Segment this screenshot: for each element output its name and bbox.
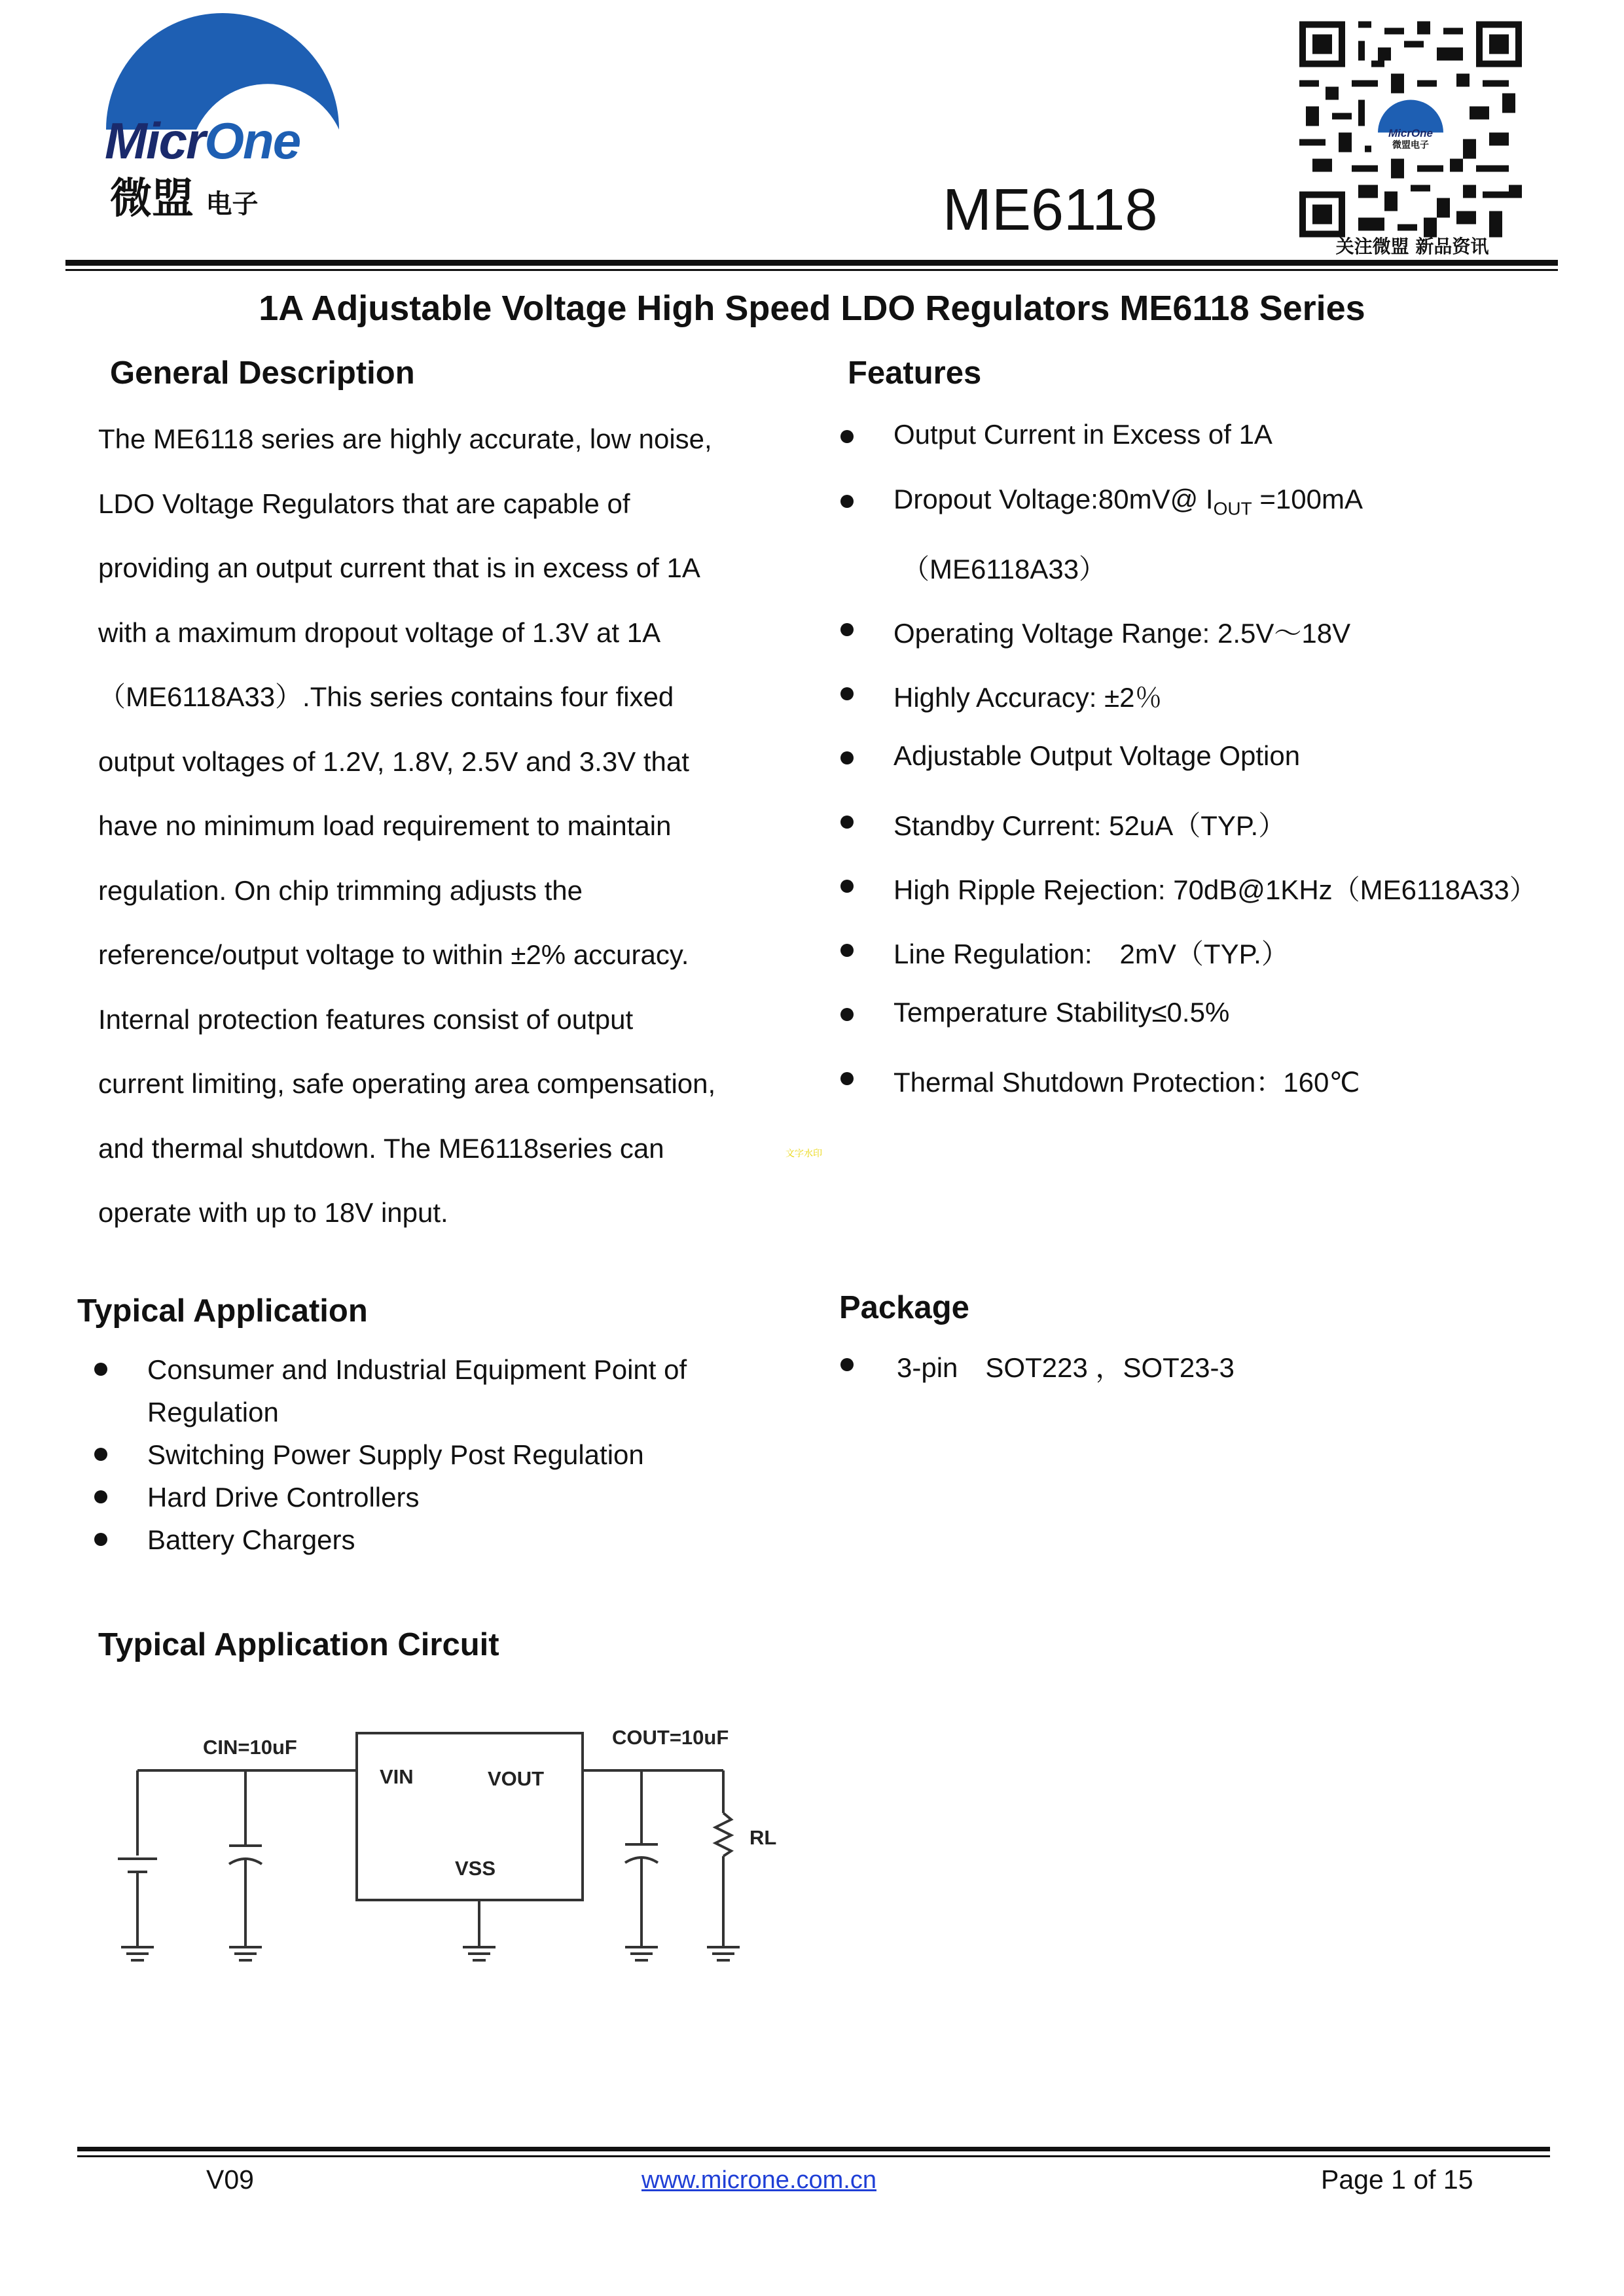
document-title: 1A Adjustable Voltage High Speed LDO Regulators ME6118 Series — [259, 289, 1365, 328]
logo-cn-big: 微盟 — [110, 175, 194, 223]
application-item: Consumer and Industrial Equipment Point of — [147, 1354, 687, 1385]
cin-label: CIN=10uF — [203, 1736, 297, 1759]
vin-pin-label: VIN — [380, 1765, 414, 1788]
application-item-continuation: Regulation — [147, 1397, 279, 1427]
bullet-icon — [94, 1448, 107, 1461]
qr-center-cn: 微盟电子 — [1392, 140, 1429, 151]
qr-caption: 关注微盟 新品资讯 — [1335, 236, 1489, 257]
description-line: current limiting, safe operating area compensation, — [98, 1068, 716, 1099]
feature-item: Highly Accuracy: ±2％ — [893, 682, 1163, 713]
logo-cn-small: 电子 — [206, 189, 259, 219]
description-line: with a maximum dropout voltage of 1.3V at 1A — [98, 617, 661, 648]
header-rule-thin — [65, 269, 1558, 271]
description-line: and thermal shutdown. The ME6118series can — [98, 1132, 664, 1164]
bullet-icon — [840, 1072, 854, 1085]
bullet-icon — [94, 1533, 107, 1546]
footer-page-number: Page 1 of 15 — [1321, 2164, 1473, 2195]
general-description-heading: General Description — [110, 355, 415, 391]
footer-version: V09 — [206, 2164, 254, 2195]
description-line: LDO Voltage Regulators that are capable of — [98, 488, 630, 519]
features-list — [831, 407, 1584, 1098]
footer-rule-thick — [77, 2147, 1550, 2151]
feature-item: Thermal Shutdown Protection：160℃ — [893, 1067, 1360, 1098]
application-item: Hard Drive Controllers — [147, 1482, 420, 1513]
application-circuit-diagram — [98, 1715, 818, 1990]
logo-chinese — [110, 165, 258, 225]
watermark-text: 文字水印 — [785, 1148, 822, 1158]
rl-label: RL — [749, 1826, 777, 1849]
logo-text — [105, 111, 300, 171]
feature-item-dropout — [893, 484, 1363, 519]
qr-center-label — [1375, 128, 1447, 151]
bullet-icon — [840, 430, 854, 443]
description-line: reference/output voltage to within ±2% accuracy. — [98, 939, 689, 970]
bullet-icon — [840, 1008, 854, 1021]
logo-word-b: One — [204, 112, 300, 170]
qr-center-word: MicrOne — [1388, 127, 1434, 139]
description-line: output voltages of 1.2V, 1.8V, 2.5V and 3.3V that — [98, 745, 689, 777]
feature-item-continuation: （ME6118A33） — [902, 554, 1107, 584]
feature-item: Operating Voltage Range: 2.5V～18V — [893, 618, 1351, 649]
cout-label: COUT=10uF — [612, 1726, 729, 1749]
circuit-heading: Typical Application Circuit — [98, 1627, 499, 1662]
feature-item: Temperature Stability≤0.5% — [893, 997, 1230, 1028]
description-line: operate with up to 18V input. — [98, 1197, 448, 1228]
description-line: （ME6118A33）.This series contains four fixed — [98, 681, 674, 712]
features-heading: Features — [848, 355, 982, 391]
header-rule-thick — [65, 260, 1558, 266]
feature-subscript: OUT — [1213, 498, 1252, 519]
bullet-icon — [840, 1358, 854, 1371]
description-line: The ME6118 series are highly accurate, low noise, — [98, 423, 712, 454]
vout-pin-label: VOUT — [488, 1767, 545, 1790]
feature-text: Dropout Voltage:80mV@ I — [893, 484, 1214, 514]
package-item: 3-pin SOT223 ，SOT23-3 — [897, 1352, 1235, 1383]
footer-website-link[interactable]: www.microne.com.cn — [641, 2166, 876, 2194]
bullet-icon — [840, 687, 854, 700]
feature-text-tail: =100mA — [1252, 484, 1363, 514]
package-heading: Package — [839, 1290, 969, 1325]
bullet-icon — [94, 1363, 107, 1376]
description-line: providing an output current that is in excess of 1A — [98, 552, 700, 583]
description-line: Internal protection features consist of output — [98, 1003, 634, 1035]
feature-item: Adjustable Output Voltage Option — [893, 740, 1301, 771]
part-number-header: ME6118 — [943, 177, 1158, 243]
feature-item: High Ripple Rejection: 70dB@1KHz（ME6118A33） — [893, 874, 1537, 905]
footer-rule-thin — [77, 2155, 1550, 2157]
logo-word-a: Micr — [105, 112, 205, 170]
bullet-icon — [840, 816, 854, 829]
bullet-icon — [840, 495, 854, 508]
feature-item: Output Current in Excess of 1A — [893, 419, 1272, 450]
feature-item: Line Regulation: 2mV（TYP.） — [893, 939, 1289, 969]
description-line: have no minimum load requirement to maintain — [98, 810, 672, 841]
application-item: Battery Chargers — [147, 1524, 355, 1555]
bullet-icon — [94, 1490, 107, 1503]
feature-item: Standby Current: 52uA（TYP.） — [893, 810, 1286, 841]
bullet-icon — [840, 751, 854, 764]
vss-pin-label: VSS — [455, 1857, 496, 1880]
bullet-icon — [840, 623, 854, 636]
typical-application-heading: Typical Application — [77, 1293, 368, 1329]
bullet-icon — [840, 880, 854, 893]
description-line: regulation. On chip trimming adjusts the — [98, 874, 583, 906]
bullet-icon — [840, 944, 854, 957]
general-description-body — [98, 407, 753, 1246]
application-item: Switching Power Supply Post Regulation — [147, 1439, 644, 1470]
